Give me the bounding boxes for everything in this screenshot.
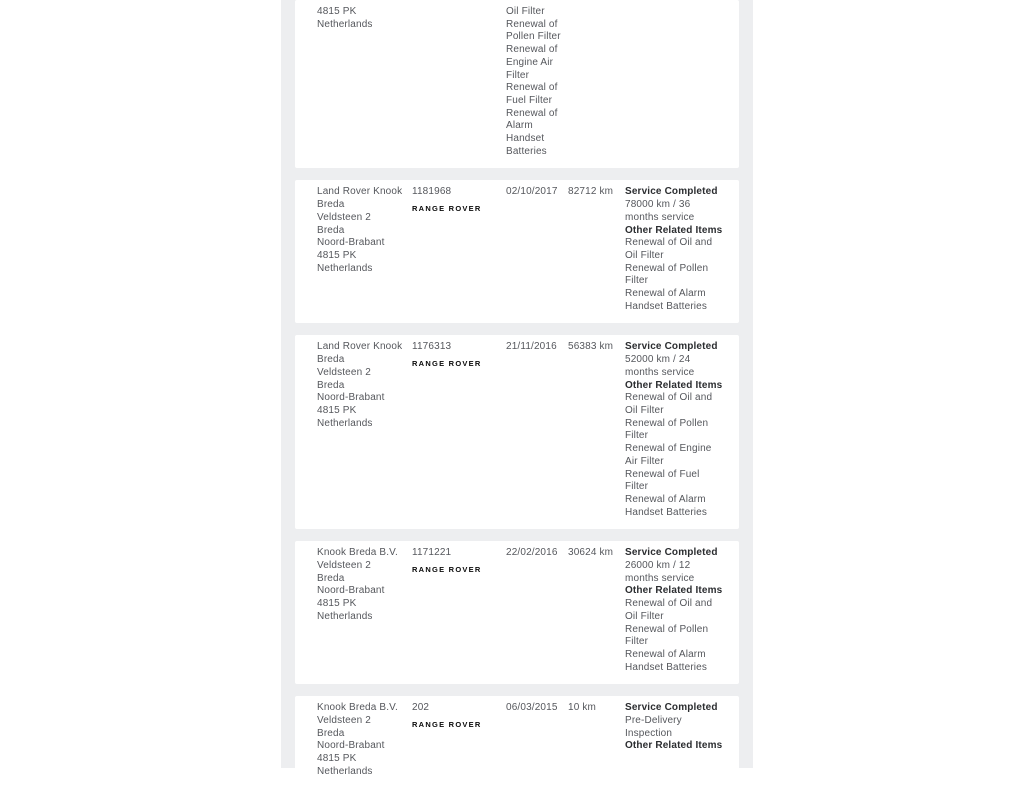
address-line: Netherlands [317, 417, 373, 429]
service-items-list [625, 392, 731, 519]
address-line: 4815 PK [317, 249, 357, 261]
service-item: Oil Filter [506, 6, 545, 17]
address-line: Netherlands [317, 765, 373, 777]
other-related-items-heading: Other Related Items [625, 740, 723, 752]
address-line: Netherlands [317, 262, 373, 274]
service-item: Renewal of Oil and Oil Filter [625, 237, 713, 261]
service-items-list [506, 6, 568, 158]
service-mileage: 30624 km [568, 547, 614, 559]
range-rover-wordmark: RANGE ROVER [412, 720, 482, 730]
address-line: 4815 PK [317, 598, 357, 610]
address-line: Breda [317, 224, 345, 236]
service-description: 26000 km / 12 months service [625, 560, 695, 584]
service-details [625, 547, 731, 674]
service-item: Renewal of Fuel Filter [506, 82, 558, 106]
service-mileage: 10 km [568, 702, 596, 714]
range-rover-wordmark: RANGE ROVER [412, 204, 482, 214]
address-line: Breda [317, 572, 345, 584]
service-record-row [317, 341, 731, 519]
address-line: 4815 PK [317, 753, 357, 765]
other-related-items-heading: Other Related Items [625, 585, 723, 597]
service-date: 21/11/2016 [506, 341, 557, 353]
dealer-reference-cell [412, 341, 506, 519]
address-line: 4815 PK [317, 404, 357, 416]
service-item: Renewal of Pollen Filter [625, 262, 709, 287]
service-date: 22/02/2016 [506, 547, 558, 559]
service-item: Renewal of Engine Air Filter [506, 44, 558, 81]
dealer-address [317, 186, 412, 313]
service-status: Service Completed [625, 547, 718, 559]
service-item: Renewal of Oil and Oil Filter [625, 392, 713, 416]
service-date: 02/10/2017 [506, 186, 558, 198]
service-record-card [295, 180, 739, 323]
service-status: Service Completed [625, 702, 718, 714]
service-record-card [295, 335, 739, 529]
service-item: Renewal of Alarm Handset Batteries [506, 107, 558, 157]
dealer-reference-cell [412, 6, 506, 158]
service-status: Service Completed [625, 341, 718, 353]
dealer-reference-cell [412, 186, 506, 313]
service-details [506, 6, 568, 158]
other-related-items-heading: Other Related Items [625, 379, 723, 391]
service-details [625, 702, 731, 778]
service-item: Renewal of Alarm Handset Batteries [625, 493, 708, 518]
service-item: Renewal of Alarm Handset Batteries [625, 648, 708, 673]
address-line: Veldsteen 2 [317, 715, 371, 727]
range-rover-wordmark: RANGE ROVER [412, 565, 482, 575]
dealer-address [317, 702, 412, 778]
address-line: Noord-Brabant [317, 237, 385, 249]
address-line: Knook Breda B.V. [317, 702, 398, 714]
service-items-list [625, 237, 731, 313]
service-status: Service Completed [625, 186, 718, 198]
service-record-card [295, 541, 739, 684]
address-line: Knook Breda B.V. [317, 547, 398, 559]
dealer-reference-cell [412, 547, 506, 674]
service-record-row [317, 547, 731, 674]
address-line: Noord-Brabant [317, 392, 385, 404]
service-description: 78000 km / 36 months service [625, 199, 695, 223]
service-item: Renewal of Pollen Filter [625, 623, 709, 648]
range-rover-wordmark: RANGE ROVER [412, 359, 482, 369]
address-line: Noord-Brabant [317, 740, 385, 752]
reference-number: 1176313 [412, 341, 452, 353]
service-description: Pre-Delivery Inspection [625, 715, 682, 739]
service-details [625, 186, 731, 313]
reference-number: 1181968 [412, 186, 452, 198]
service-details [625, 341, 731, 519]
service-item: Renewal of Pollen Filter [506, 18, 561, 43]
address-line: Veldsteen 2 [317, 560, 371, 572]
address-line: Netherlands [317, 610, 373, 622]
dealer-address [317, 547, 412, 674]
service-mileage: 82712 km [568, 186, 614, 198]
service-item: Renewal of Pollen Filter [625, 417, 709, 442]
address-line: Breda [317, 727, 345, 739]
dealer-address [317, 341, 412, 519]
service-mileage: 56383 km [568, 341, 614, 353]
address-line: Noord-Brabant [317, 585, 385, 597]
address-line: Veldsteen 2 [317, 366, 371, 378]
service-record-row [317, 186, 731, 313]
address-line: Breda [317, 379, 345, 391]
service-record-card [295, 0, 739, 168]
service-item: Renewal of Engine Air Filter [625, 443, 712, 467]
reference-number: 202 [412, 702, 430, 714]
service-date: 06/03/2015 [506, 702, 558, 714]
reference-number: 1171221 [412, 547, 452, 559]
service-record-row [317, 6, 731, 158]
dealer-address [317, 6, 412, 158]
address-line: Veldsteen 2 [317, 211, 371, 223]
address-line: Land Rover Knook Breda [317, 186, 403, 211]
service-item: Renewal of Alarm Handset Batteries [625, 288, 708, 312]
service-history-panel [281, 0, 753, 777]
address-line: Land Rover Knook Breda [317, 341, 403, 366]
service-description: 52000 km / 24 months service [625, 354, 695, 378]
other-related-items-heading: Other Related Items [625, 224, 723, 236]
service-record-card [295, 696, 739, 788]
service-items-list [625, 598, 731, 674]
service-item: Renewal of Oil and Oil Filter [625, 598, 713, 622]
service-record-row [317, 702, 731, 778]
address-line: Netherlands [317, 18, 373, 30]
address-line: 4815 PK [317, 6, 357, 17]
service-item: Renewal of Fuel Filter [625, 468, 700, 493]
dealer-reference-cell [412, 702, 506, 778]
